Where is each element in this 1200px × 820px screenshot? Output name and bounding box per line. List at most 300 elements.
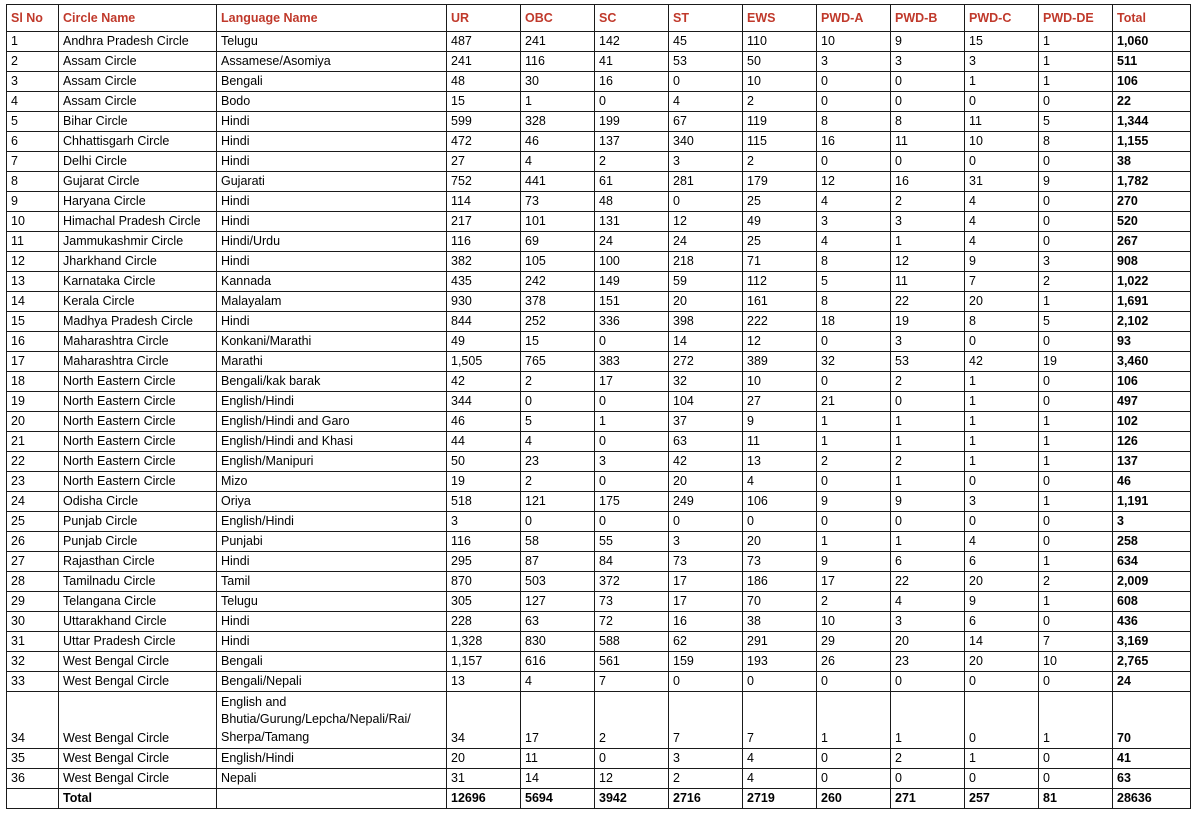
column-header-obc: OBC	[521, 5, 595, 32]
cell-st: 0	[669, 192, 743, 212]
cell-language-name: Punjabi	[217, 532, 447, 552]
cell-ews: 119	[743, 112, 817, 132]
cell-circle-name: Rajasthan Circle	[59, 552, 217, 572]
cell-pwd-a: 8	[817, 292, 891, 312]
cell-ur: 48	[447, 72, 521, 92]
cell-st: 62	[669, 632, 743, 652]
cell-ur: 44	[447, 432, 521, 452]
cell-sc: 72	[595, 612, 669, 632]
cell-language-name: Marathi	[217, 352, 447, 372]
cell-sc: 588	[595, 632, 669, 652]
cell-total: 511	[1113, 52, 1191, 72]
cell-pwd-c: 42	[965, 352, 1039, 372]
table-row	[7, 612, 1191, 632]
cell-circle-name: Uttar Pradesh Circle	[59, 632, 217, 652]
cell-pwd-c: 1	[965, 432, 1039, 452]
cell-ews: 7	[743, 692, 817, 749]
cell-total: 3	[1113, 512, 1191, 532]
cell-pwd-de: 0	[1039, 532, 1113, 552]
cell-sc: 199	[595, 112, 669, 132]
cell-pwd-b: 22	[891, 292, 965, 312]
cell-pwd-b: 23	[891, 652, 965, 672]
cell-obc: 2	[521, 372, 595, 392]
cell-obc: 23	[521, 452, 595, 472]
cell-pwd-c: 0	[965, 512, 1039, 532]
cell-pwd-de: 0	[1039, 392, 1113, 412]
cell-language-name: Nepali	[217, 768, 447, 788]
cell-language-name: English/Manipuri	[217, 452, 447, 472]
table-row	[7, 32, 1191, 52]
cell-ur: 34	[447, 692, 521, 749]
cell-circle-name: North Eastern Circle	[59, 432, 217, 452]
table-row	[7, 552, 1191, 572]
cell-sc: 73	[595, 592, 669, 612]
cell-language-name: Hindi	[217, 312, 447, 332]
cell-pwd-b: 1	[891, 692, 965, 749]
cell-sc: 131	[595, 212, 669, 232]
cell-pwd-c: 4	[965, 212, 1039, 232]
cell-sl-no: 6	[7, 132, 59, 152]
cell-obc: 11	[521, 748, 595, 768]
cell-pwd-a: 8	[817, 252, 891, 272]
cell-ur: 844	[447, 312, 521, 332]
cell-ur: 20	[447, 748, 521, 768]
table-row	[7, 112, 1191, 132]
cell-pwd-de: 1	[1039, 292, 1113, 312]
cell-sc: 0	[595, 392, 669, 412]
table-row	[7, 492, 1191, 512]
cell-obc: 63	[521, 612, 595, 632]
cell-ews: 71	[743, 252, 817, 272]
cell-ews: 70	[743, 592, 817, 612]
cell-pwd-a: 10	[817, 32, 891, 52]
cell-total: 2,009	[1113, 572, 1191, 592]
cell-ews: 193	[743, 652, 817, 672]
cell-obc: 101	[521, 212, 595, 232]
cell-pwd-b: 19	[891, 312, 965, 332]
cell-sl-no: 12	[7, 252, 59, 272]
table-row	[7, 532, 1191, 552]
cell-circle-name: Madhya Pradesh Circle	[59, 312, 217, 332]
cell-pwd-de: 1	[1039, 552, 1113, 572]
cell-ews: 25	[743, 192, 817, 212]
cell-pwd-c: 3	[965, 492, 1039, 512]
cell-pwd-a: 0	[817, 472, 891, 492]
cell-sc: 137	[595, 132, 669, 152]
cell-pwd-c: 1	[965, 392, 1039, 412]
cell-ews: 115	[743, 132, 817, 152]
cell-pwd-de: 8	[1039, 132, 1113, 152]
cell-pwd-de: 0	[1039, 512, 1113, 532]
table-row	[7, 52, 1191, 72]
cell-circle-name: Punjab Circle	[59, 532, 217, 552]
cell-total: 93	[1113, 332, 1191, 352]
cell-pwd-de: 1	[1039, 32, 1113, 52]
cell-pwd-de: 0	[1039, 152, 1113, 172]
cell-ews: 13	[743, 452, 817, 472]
total-cell-obc: 5694	[521, 788, 595, 808]
cell-pwd-b: 2	[891, 372, 965, 392]
cell-st: 281	[669, 172, 743, 192]
cell-pwd-a: 10	[817, 612, 891, 632]
cell-sl-no: 28	[7, 572, 59, 592]
cell-sc: 24	[595, 232, 669, 252]
cell-language-name: Tamil	[217, 572, 447, 592]
cell-pwd-c: 0	[965, 152, 1039, 172]
cell-pwd-a: 3	[817, 52, 891, 72]
cell-pwd-a: 2	[817, 452, 891, 472]
cell-pwd-b: 0	[891, 72, 965, 92]
cell-pwd-c: 10	[965, 132, 1039, 152]
cell-language-name: Konkani/Marathi	[217, 332, 447, 352]
cell-sc: 16	[595, 72, 669, 92]
cell-obc: 1	[521, 92, 595, 112]
cell-pwd-c: 4	[965, 532, 1039, 552]
cell-total: 497	[1113, 392, 1191, 412]
cell-sl-no: 10	[7, 212, 59, 232]
cell-total: 106	[1113, 72, 1191, 92]
total-cell-pwd-de: 81	[1039, 788, 1113, 808]
cell-pwd-de: 0	[1039, 612, 1113, 632]
cell-total: 2,765	[1113, 652, 1191, 672]
cell-circle-name: Jharkhand Circle	[59, 252, 217, 272]
table-row	[7, 212, 1191, 232]
cell-sc: 3	[595, 452, 669, 472]
cell-circle-name: Telangana Circle	[59, 592, 217, 612]
cell-st: 20	[669, 292, 743, 312]
cell-obc: 87	[521, 552, 595, 572]
cell-language-name: Bodo	[217, 92, 447, 112]
cell-pwd-b: 3	[891, 612, 965, 632]
cell-obc: 616	[521, 652, 595, 672]
cell-obc: 58	[521, 532, 595, 552]
cell-total: 1,191	[1113, 492, 1191, 512]
cell-st: 340	[669, 132, 743, 152]
cell-pwd-b: 20	[891, 632, 965, 652]
cell-ur: 1,328	[447, 632, 521, 652]
cell-pwd-de: 5	[1039, 112, 1113, 132]
cell-pwd-c: 4	[965, 232, 1039, 252]
cell-sl-no: 5	[7, 112, 59, 132]
cell-sl-no: 7	[7, 152, 59, 172]
table-row	[7, 412, 1191, 432]
table-row	[7, 132, 1191, 152]
cell-pwd-a: 26	[817, 652, 891, 672]
cell-ur: 1,505	[447, 352, 521, 372]
cell-language-name: Hindi	[217, 132, 447, 152]
cell-total: 1,155	[1113, 132, 1191, 152]
cell-ews: 186	[743, 572, 817, 592]
cell-total: 436	[1113, 612, 1191, 632]
cell-st: 104	[669, 392, 743, 412]
cell-ur: 217	[447, 212, 521, 232]
cell-pwd-b: 0	[891, 152, 965, 172]
cell-pwd-a: 1	[817, 532, 891, 552]
cell-circle-name: Haryana Circle	[59, 192, 217, 212]
cell-language-name: Hindi	[217, 552, 447, 572]
cell-circle-name: West Bengal Circle	[59, 768, 217, 788]
cell-pwd-a: 4	[817, 192, 891, 212]
cell-obc: 14	[521, 768, 595, 788]
cell-language-name: Hindi	[217, 632, 447, 652]
cell-circle-name: Chhattisgarh Circle	[59, 132, 217, 152]
cell-pwd-b: 0	[891, 92, 965, 112]
table-row	[7, 272, 1191, 292]
cell-obc: 4	[521, 672, 595, 692]
cell-total: 3,460	[1113, 352, 1191, 372]
cell-obc: 378	[521, 292, 595, 312]
cell-pwd-de: 0	[1039, 92, 1113, 112]
cell-ur: 46	[447, 412, 521, 432]
column-header-pwd-b: PWD-B	[891, 5, 965, 32]
cell-sl-no: 9	[7, 192, 59, 212]
cell-language-name: Mizo	[217, 472, 447, 492]
cell-ews: 10	[743, 372, 817, 392]
total-cell-total: 28636	[1113, 788, 1191, 808]
table-row	[7, 652, 1191, 672]
cell-language-name: English/Hindi and Garo	[217, 412, 447, 432]
cell-pwd-c: 9	[965, 592, 1039, 612]
cell-pwd-b: 1	[891, 432, 965, 452]
cell-obc: 0	[521, 392, 595, 412]
cell-pwd-de: 1	[1039, 692, 1113, 749]
cell-sl-no: 17	[7, 352, 59, 372]
cell-total: 46	[1113, 472, 1191, 492]
cell-pwd-b: 0	[891, 512, 965, 532]
cell-obc: 328	[521, 112, 595, 132]
cell-ews: 2	[743, 152, 817, 172]
cell-pwd-de: 0	[1039, 472, 1113, 492]
column-header-pwd-de: PWD-DE	[1039, 5, 1113, 32]
cell-ur: 31	[447, 768, 521, 788]
total-cell-sl-no	[7, 788, 59, 808]
cell-sl-no: 36	[7, 768, 59, 788]
cell-st: 3	[669, 532, 743, 552]
cell-pwd-de: 1	[1039, 52, 1113, 72]
table-row	[7, 232, 1191, 252]
cell-st: 159	[669, 652, 743, 672]
cell-circle-name: Jammukashmir Circle	[59, 232, 217, 252]
cell-pwd-c: 15	[965, 32, 1039, 52]
cell-pwd-c: 3	[965, 52, 1039, 72]
cell-sc: 41	[595, 52, 669, 72]
column-header-language-name: Language Name	[217, 5, 447, 32]
cell-pwd-a: 0	[817, 72, 891, 92]
table-row	[7, 92, 1191, 112]
cell-pwd-c: 11	[965, 112, 1039, 132]
cell-obc: 73	[521, 192, 595, 212]
cell-ur: 42	[447, 372, 521, 392]
cell-obc: 4	[521, 152, 595, 172]
table-row	[7, 692, 1191, 749]
cell-total: 38	[1113, 152, 1191, 172]
cell-total: 70	[1113, 692, 1191, 749]
cell-pwd-c: 0	[965, 92, 1039, 112]
cell-language-name: English and Bhutia/Gurung/Lepcha/Nepali/Rai/ Sherpa/Tamang	[217, 692, 447, 749]
cell-circle-name: Andhra Pradesh Circle	[59, 32, 217, 52]
table-row	[7, 572, 1191, 592]
cell-ur: 15	[447, 92, 521, 112]
column-header-sl-no: Sl No	[7, 5, 59, 32]
cell-sl-no: 16	[7, 332, 59, 352]
cell-pwd-c: 4	[965, 192, 1039, 212]
cell-pwd-c: 6	[965, 552, 1039, 572]
cell-pwd-a: 1	[817, 692, 891, 749]
cell-ur: 752	[447, 172, 521, 192]
cell-pwd-c: 20	[965, 572, 1039, 592]
cell-sl-no: 1	[7, 32, 59, 52]
cell-pwd-a: 0	[817, 152, 891, 172]
table-row	[7, 372, 1191, 392]
cell-language-name: English/Hindi	[217, 392, 447, 412]
cell-st: 0	[669, 672, 743, 692]
table-row	[7, 512, 1191, 532]
cell-obc: 105	[521, 252, 595, 272]
cell-st: 20	[669, 472, 743, 492]
cell-ur: 3	[447, 512, 521, 532]
cell-pwd-b: 8	[891, 112, 965, 132]
cell-ur: 472	[447, 132, 521, 152]
cell-sl-no: 32	[7, 652, 59, 672]
cell-language-name: Bengali	[217, 72, 447, 92]
total-cell-ur: 12696	[447, 788, 521, 808]
cell-circle-name: Karnataka Circle	[59, 272, 217, 292]
cell-language-name: Oriya	[217, 492, 447, 512]
cell-st: 2	[669, 768, 743, 788]
cell-st: 24	[669, 232, 743, 252]
cell-total: 634	[1113, 552, 1191, 572]
cell-circle-name: Uttarakhand Circle	[59, 612, 217, 632]
cell-obc: 2	[521, 472, 595, 492]
cell-ur: 487	[447, 32, 521, 52]
cell-pwd-b: 2	[891, 192, 965, 212]
cell-pwd-c: 1	[965, 412, 1039, 432]
cell-st: 32	[669, 372, 743, 392]
cell-obc: 69	[521, 232, 595, 252]
cell-ur: 241	[447, 52, 521, 72]
table-row	[7, 292, 1191, 312]
table-row	[7, 252, 1191, 272]
cell-obc: 765	[521, 352, 595, 372]
cell-ur: 1,157	[447, 652, 521, 672]
cell-ews: 27	[743, 392, 817, 412]
cell-pwd-a: 0	[817, 92, 891, 112]
table-row	[7, 472, 1191, 492]
cell-circle-name: West Bengal Circle	[59, 748, 217, 768]
cell-sc: 383	[595, 352, 669, 372]
cell-st: 59	[669, 272, 743, 292]
cell-pwd-a: 0	[817, 332, 891, 352]
cell-st: 67	[669, 112, 743, 132]
cell-pwd-a: 0	[817, 372, 891, 392]
cell-pwd-b: 1	[891, 532, 965, 552]
cell-sc: 2	[595, 692, 669, 749]
cell-st: 42	[669, 452, 743, 472]
cell-language-name: Hindi/Urdu	[217, 232, 447, 252]
cell-sc: 0	[595, 92, 669, 112]
cell-ur: 305	[447, 592, 521, 612]
cell-sc: 149	[595, 272, 669, 292]
cell-obc: 252	[521, 312, 595, 332]
cell-pwd-de: 2	[1039, 572, 1113, 592]
cell-pwd-de: 0	[1039, 672, 1113, 692]
cell-language-name: Telugu	[217, 32, 447, 52]
cell-ur: 518	[447, 492, 521, 512]
cell-circle-name: North Eastern Circle	[59, 412, 217, 432]
cell-sl-no: 27	[7, 552, 59, 572]
cell-pwd-c: 20	[965, 652, 1039, 672]
cell-pwd-de: 1	[1039, 412, 1113, 432]
cell-ews: 110	[743, 32, 817, 52]
cell-ews: 0	[743, 672, 817, 692]
table-row	[7, 672, 1191, 692]
cell-circle-name: Kerala Circle	[59, 292, 217, 312]
cell-sl-no: 30	[7, 612, 59, 632]
table-row	[7, 748, 1191, 768]
cell-pwd-de: 1	[1039, 432, 1113, 452]
cell-language-name: English/Hindi	[217, 512, 447, 532]
cell-obc: 5	[521, 412, 595, 432]
cell-ews: 389	[743, 352, 817, 372]
cell-sl-no: 21	[7, 432, 59, 452]
cell-sl-no: 34	[7, 692, 59, 749]
cell-pwd-de: 5	[1039, 312, 1113, 332]
column-header-circle-name: Circle Name	[59, 5, 217, 32]
cell-language-name: Malayalam	[217, 292, 447, 312]
cell-total: 41	[1113, 748, 1191, 768]
cell-pwd-b: 12	[891, 252, 965, 272]
column-header-st: ST	[669, 5, 743, 32]
cell-total: 270	[1113, 192, 1191, 212]
cell-pwd-de: 7	[1039, 632, 1113, 652]
cell-pwd-b: 0	[891, 392, 965, 412]
total-cell-pwd-a: 260	[817, 788, 891, 808]
cell-ews: 222	[743, 312, 817, 332]
cell-pwd-a: 9	[817, 492, 891, 512]
cell-language-name: Hindi	[217, 212, 447, 232]
cell-language-name: Kannada	[217, 272, 447, 292]
cell-pwd-a: 2	[817, 592, 891, 612]
cell-ews: 25	[743, 232, 817, 252]
cell-pwd-de: 1	[1039, 452, 1113, 472]
cell-pwd-c: 20	[965, 292, 1039, 312]
cell-pwd-b: 0	[891, 672, 965, 692]
cell-pwd-de: 0	[1039, 192, 1113, 212]
cell-ur: 114	[447, 192, 521, 212]
column-header-total: Total	[1113, 5, 1191, 32]
cell-pwd-b: 2	[891, 452, 965, 472]
cell-pwd-a: 4	[817, 232, 891, 252]
cell-sc: 100	[595, 252, 669, 272]
cell-sc: 48	[595, 192, 669, 212]
cell-sc: 12	[595, 768, 669, 788]
cell-sl-no: 29	[7, 592, 59, 612]
cell-ur: 49	[447, 332, 521, 352]
cell-pwd-b: 3	[891, 332, 965, 352]
cell-ur: 19	[447, 472, 521, 492]
cell-obc: 0	[521, 512, 595, 532]
cell-ews: 4	[743, 768, 817, 788]
cell-st: 37	[669, 412, 743, 432]
cell-language-name: Hindi	[217, 192, 447, 212]
cell-sc: 17	[595, 372, 669, 392]
total-cell-pwd-b: 271	[891, 788, 965, 808]
cell-total: 102	[1113, 412, 1191, 432]
cell-sl-no: 2	[7, 52, 59, 72]
cell-language-name: Hindi	[217, 252, 447, 272]
cell-pwd-b: 3	[891, 52, 965, 72]
cell-pwd-b: 2	[891, 748, 965, 768]
